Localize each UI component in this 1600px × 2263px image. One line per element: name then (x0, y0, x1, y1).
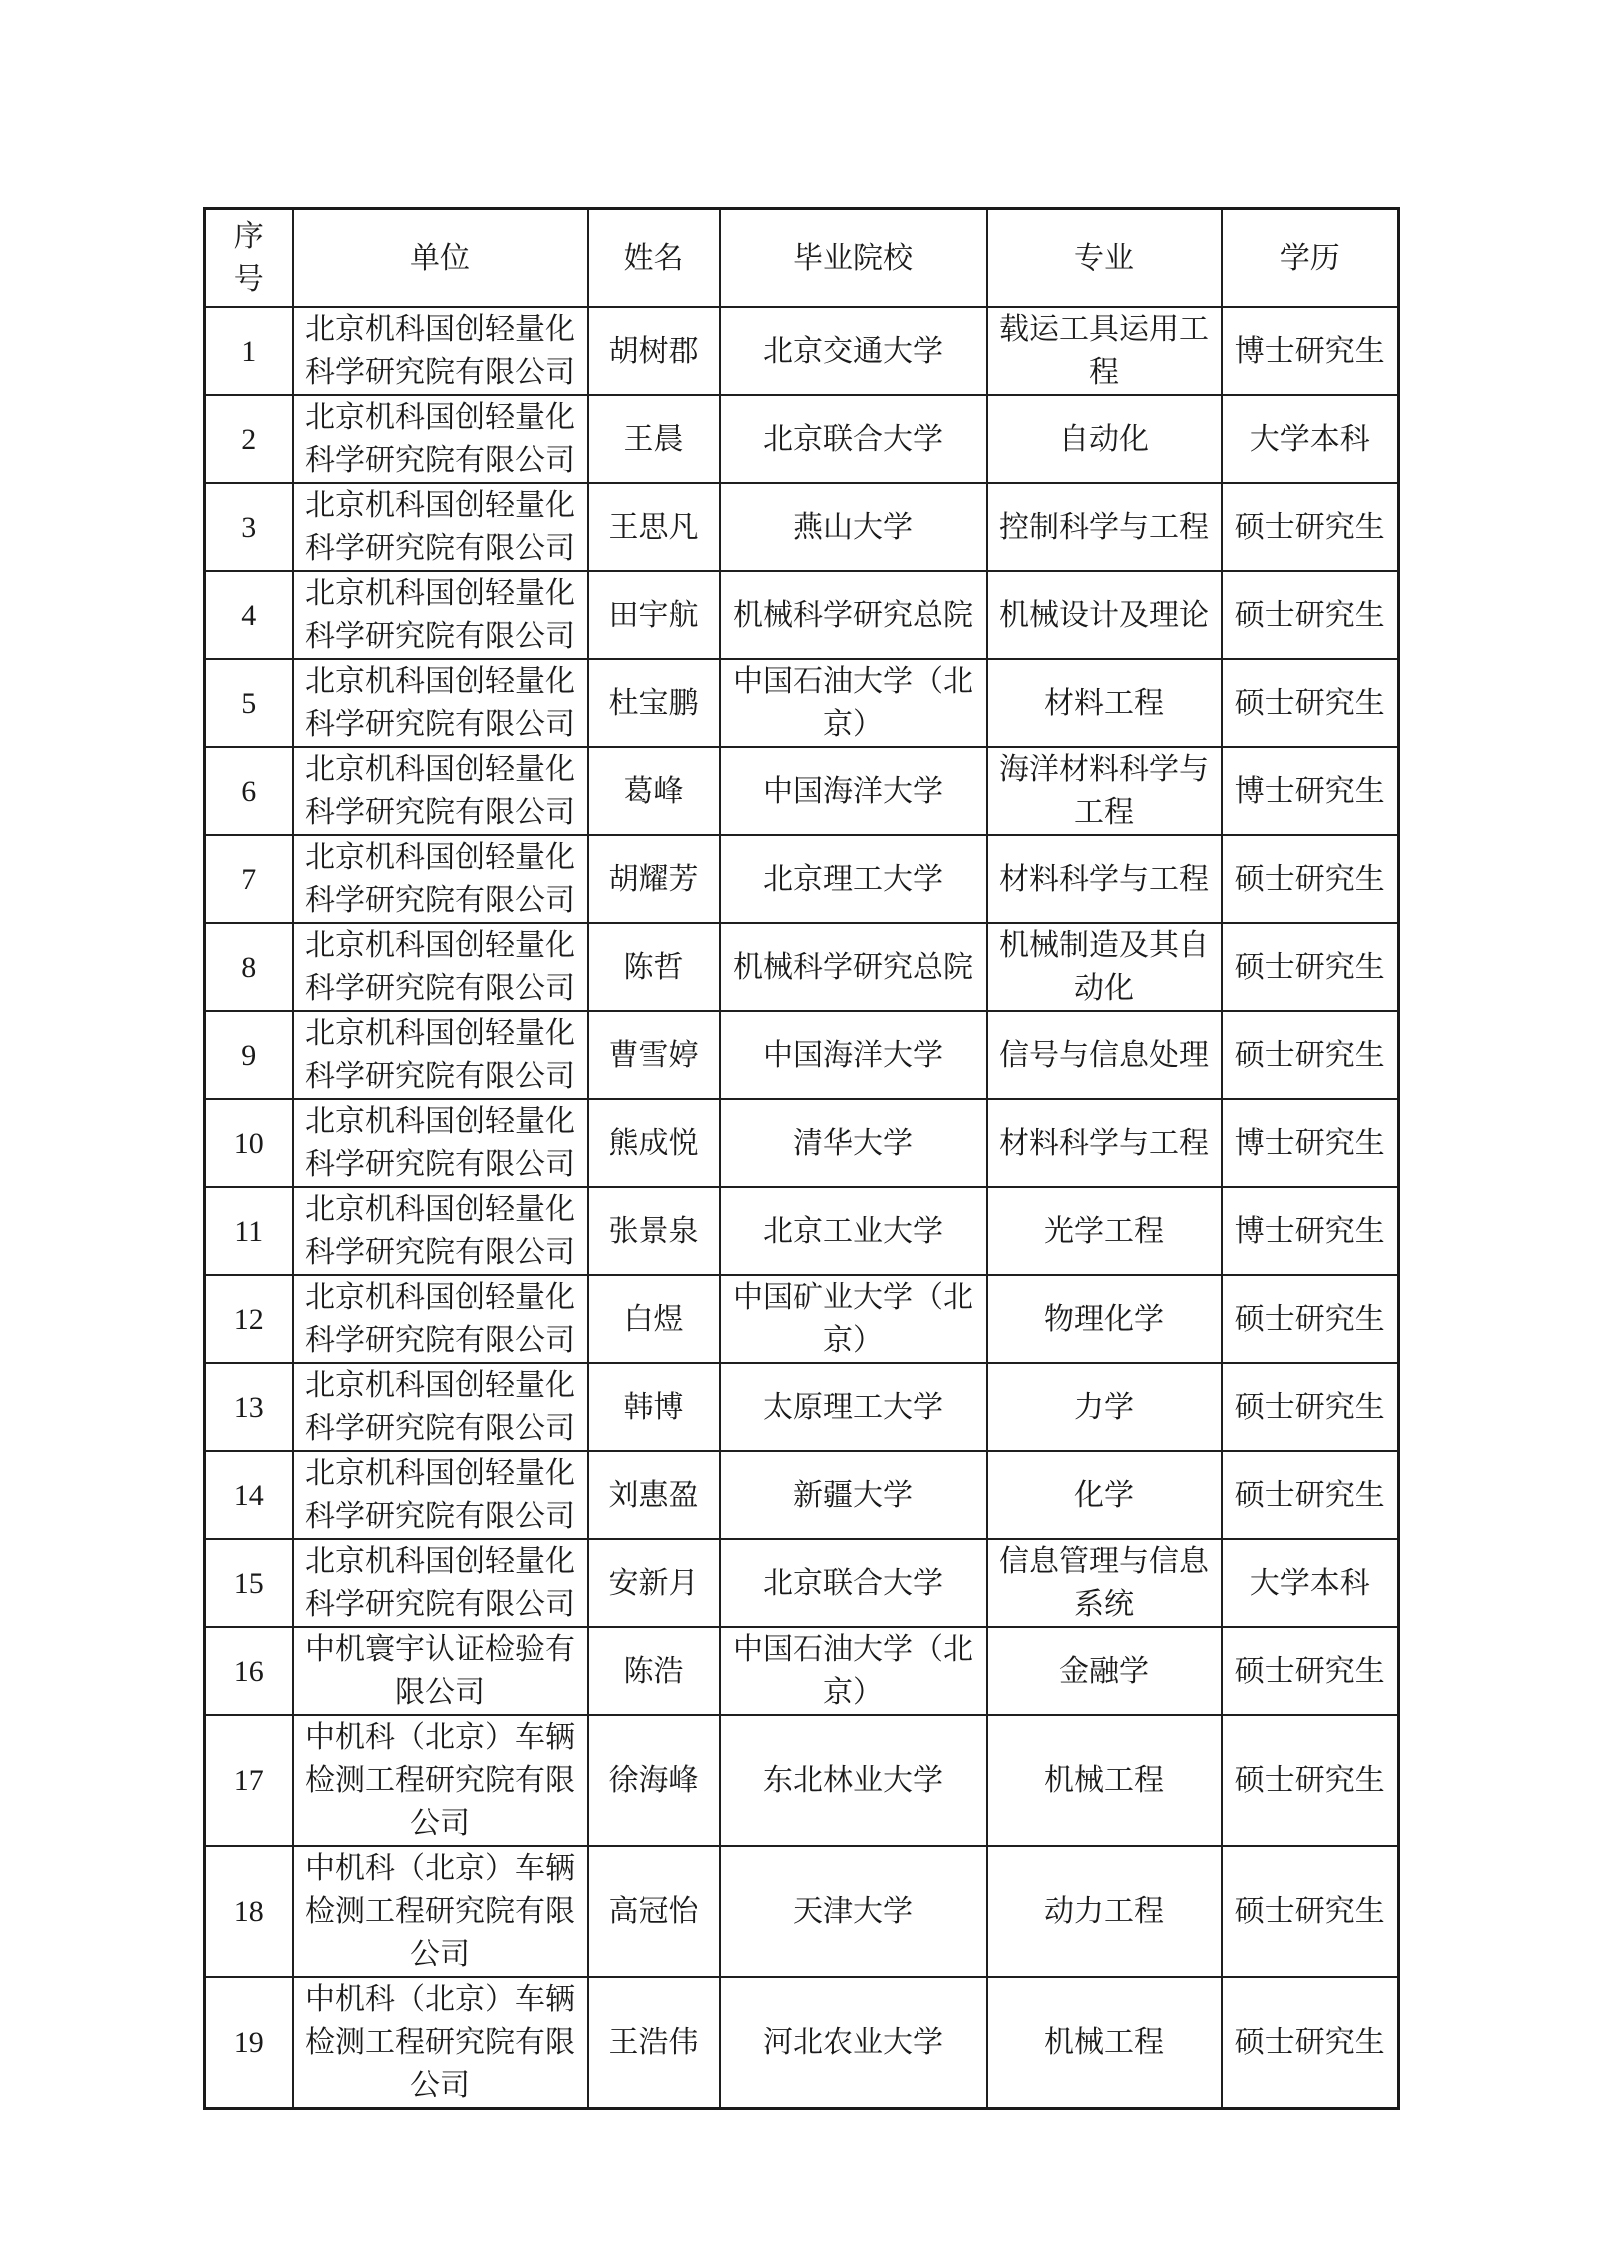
cell-name: 张景泉 (588, 1187, 720, 1275)
cell-unit: 北京机科国创轻量化科学研究院有限公司 (293, 483, 588, 571)
cell-degree: 硕士研究生 (1222, 1846, 1399, 1977)
cell-major: 化学 (987, 1451, 1222, 1539)
cell-school: 东北林业大学 (720, 1715, 987, 1846)
cell-major: 海洋材料科学与工程 (987, 747, 1222, 835)
cell-name: 胡耀芳 (588, 835, 720, 923)
header-cell-unit: 单位 (293, 209, 588, 308)
cell-name: 陈浩 (588, 1627, 720, 1715)
cell-index: 9 (205, 1011, 293, 1099)
cell-major: 机械制造及其自动化 (987, 923, 1222, 1011)
cell-unit: 北京机科国创轻量化科学研究院有限公司 (293, 923, 588, 1011)
cell-index: 10 (205, 1099, 293, 1187)
cell-school: 清华大学 (720, 1099, 987, 1187)
cell-school: 北京理工大学 (720, 835, 987, 923)
cell-major: 材料工程 (987, 659, 1222, 747)
cell-unit: 中机科（北京）车辆检测工程研究院有限公司 (293, 1846, 588, 1977)
cell-index: 17 (205, 1715, 293, 1846)
cell-major: 自动化 (987, 395, 1222, 483)
table-row (205, 1627, 1399, 1715)
cell-index: 15 (205, 1539, 293, 1627)
cell-index: 19 (205, 1977, 293, 2109)
cell-major: 材料科学与工程 (987, 1099, 1222, 1187)
cell-index: 5 (205, 659, 293, 747)
cell-index: 14 (205, 1451, 293, 1539)
cell-degree: 博士研究生 (1222, 747, 1399, 835)
cell-degree: 硕士研究生 (1222, 1715, 1399, 1846)
header-row (205, 209, 1399, 308)
header-label-index: 序号 (233, 220, 264, 296)
header-cell-major: 专业 (987, 209, 1222, 308)
cell-major: 机械工程 (987, 1977, 1222, 2109)
cell-name: 杜宝鹏 (588, 659, 720, 747)
cell-school: 北京联合大学 (720, 395, 987, 483)
cell-unit: 中机寰宇认证检验有限公司 (293, 1627, 588, 1715)
cell-school: 中国石油大学（北京） (720, 1627, 987, 1715)
cell-index: 11 (205, 1187, 293, 1275)
cell-index: 8 (205, 923, 293, 1011)
cell-school: 太原理工大学 (720, 1363, 987, 1451)
cell-name: 陈哲 (588, 923, 720, 1011)
cell-school: 中国海洋大学 (720, 1011, 987, 1099)
cell-major: 动力工程 (987, 1846, 1222, 1977)
header-cell-degree: 学历 (1222, 209, 1399, 308)
cell-name: 王浩伟 (588, 1977, 720, 2109)
header-cell-index (205, 209, 293, 308)
table-row (205, 1363, 1399, 1451)
cell-name: 刘惠盈 (588, 1451, 720, 1539)
cell-major: 信息管理与信息系统 (987, 1539, 1222, 1627)
cell-unit: 北京机科国创轻量化科学研究院有限公司 (293, 835, 588, 923)
cell-unit: 北京机科国创轻量化科学研究院有限公司 (293, 1275, 588, 1363)
table-row (205, 571, 1399, 659)
cell-degree: 博士研究生 (1222, 1187, 1399, 1275)
cell-major: 光学工程 (987, 1187, 1222, 1275)
cell-school: 北京联合大学 (720, 1539, 987, 1627)
cell-name: 安新月 (588, 1539, 720, 1627)
cell-name: 葛峰 (588, 747, 720, 835)
cell-unit: 北京机科国创轻量化科学研究院有限公司 (293, 1187, 588, 1275)
cell-degree: 硕士研究生 (1222, 835, 1399, 923)
cell-index: 4 (205, 571, 293, 659)
cell-degree: 硕士研究生 (1222, 923, 1399, 1011)
cell-unit: 北京机科国创轻量化科学研究院有限公司 (293, 307, 588, 395)
cell-school: 北京工业大学 (720, 1187, 987, 1275)
cell-major: 控制科学与工程 (987, 483, 1222, 571)
table-row (205, 307, 1399, 395)
cell-major: 金融学 (987, 1627, 1222, 1715)
header-cell-name: 姓名 (588, 209, 720, 308)
cell-degree: 博士研究生 (1222, 307, 1399, 395)
table-row (205, 1539, 1399, 1627)
cell-degree: 硕士研究生 (1222, 1011, 1399, 1099)
cell-school: 新疆大学 (720, 1451, 987, 1539)
cell-degree: 硕士研究生 (1222, 1451, 1399, 1539)
cell-unit: 北京机科国创轻量化科学研究院有限公司 (293, 659, 588, 747)
cell-index: 12 (205, 1275, 293, 1363)
table-header (205, 209, 1399, 308)
cell-unit: 北京机科国创轻量化科学研究院有限公司 (293, 1099, 588, 1187)
cell-name: 王晨 (588, 395, 720, 483)
cell-unit: 北京机科国创轻量化科学研究院有限公司 (293, 747, 588, 835)
cell-name: 徐海峰 (588, 1715, 720, 1846)
cell-school: 河北农业大学 (720, 1977, 987, 2109)
cell-school: 天津大学 (720, 1846, 987, 1977)
cell-unit: 北京机科国创轻量化科学研究院有限公司 (293, 1363, 588, 1451)
cell-major: 信号与信息处理 (987, 1011, 1222, 1099)
personnel-table (203, 207, 1400, 2110)
cell-index: 2 (205, 395, 293, 483)
header-cell-school: 毕业院校 (720, 209, 987, 308)
cell-name: 白煜 (588, 1275, 720, 1363)
cell-name: 胡树郡 (588, 307, 720, 395)
cell-name: 熊成悦 (588, 1099, 720, 1187)
table-row (205, 1099, 1399, 1187)
cell-name: 田宇航 (588, 571, 720, 659)
cell-degree: 大学本科 (1222, 395, 1399, 483)
cell-school: 中国石油大学（北京） (720, 659, 987, 747)
cell-degree: 硕士研究生 (1222, 659, 1399, 747)
cell-school: 机械科学研究总院 (720, 923, 987, 1011)
table-row (205, 483, 1399, 571)
cell-degree: 硕士研究生 (1222, 483, 1399, 571)
table-row (205, 835, 1399, 923)
table-row (205, 1187, 1399, 1275)
cell-degree: 硕士研究生 (1222, 571, 1399, 659)
table-row (205, 747, 1399, 835)
cell-index: 16 (205, 1627, 293, 1715)
table-body (205, 307, 1399, 2109)
cell-school: 机械科学研究总院 (720, 571, 987, 659)
cell-unit: 中机科（北京）车辆检测工程研究院有限公司 (293, 1715, 588, 1846)
table-row (205, 1715, 1399, 1846)
cell-name: 韩博 (588, 1363, 720, 1451)
cell-index: 1 (205, 307, 293, 395)
cell-major: 机械工程 (987, 1715, 1222, 1846)
cell-unit: 北京机科国创轻量化科学研究院有限公司 (293, 571, 588, 659)
cell-unit: 北京机科国创轻量化科学研究院有限公司 (293, 1011, 588, 1099)
cell-name: 曹雪婷 (588, 1011, 720, 1099)
cell-degree: 硕士研究生 (1222, 1627, 1399, 1715)
cell-index: 13 (205, 1363, 293, 1451)
cell-school: 中国海洋大学 (720, 747, 987, 835)
cell-degree: 大学本科 (1222, 1539, 1399, 1627)
cell-degree: 硕士研究生 (1222, 1363, 1399, 1451)
cell-degree: 博士研究生 (1222, 1099, 1399, 1187)
table-row (205, 1451, 1399, 1539)
cell-index: 6 (205, 747, 293, 835)
cell-unit: 中机科（北京）车辆检测工程研究院有限公司 (293, 1977, 588, 2109)
table-row (205, 923, 1399, 1011)
cell-index: 3 (205, 483, 293, 571)
cell-unit: 北京机科国创轻量化科学研究院有限公司 (293, 1451, 588, 1539)
cell-school: 燕山大学 (720, 483, 987, 571)
cell-major: 力学 (987, 1363, 1222, 1451)
cell-index: 18 (205, 1846, 293, 1977)
cell-name: 王思凡 (588, 483, 720, 571)
cell-degree: 硕士研究生 (1222, 1977, 1399, 2109)
table-row (205, 1977, 1399, 2109)
table-row (205, 659, 1399, 747)
table-row (205, 1846, 1399, 1977)
cell-major: 材料科学与工程 (987, 835, 1222, 923)
cell-major: 载运工具运用工程 (987, 307, 1222, 395)
table-row (205, 1275, 1399, 1363)
cell-major: 物理化学 (987, 1275, 1222, 1363)
cell-index: 7 (205, 835, 293, 923)
cell-degree: 硕士研究生 (1222, 1275, 1399, 1363)
table-row (205, 395, 1399, 483)
cell-unit: 北京机科国创轻量化科学研究院有限公司 (293, 1539, 588, 1627)
cell-name: 高冠怡 (588, 1846, 720, 1977)
table-row (205, 1011, 1399, 1099)
cell-unit: 北京机科国创轻量化科学研究院有限公司 (293, 395, 588, 483)
cell-school: 北京交通大学 (720, 307, 987, 395)
cell-major: 机械设计及理论 (987, 571, 1222, 659)
cell-school: 中国矿业大学（北京） (720, 1275, 987, 1363)
